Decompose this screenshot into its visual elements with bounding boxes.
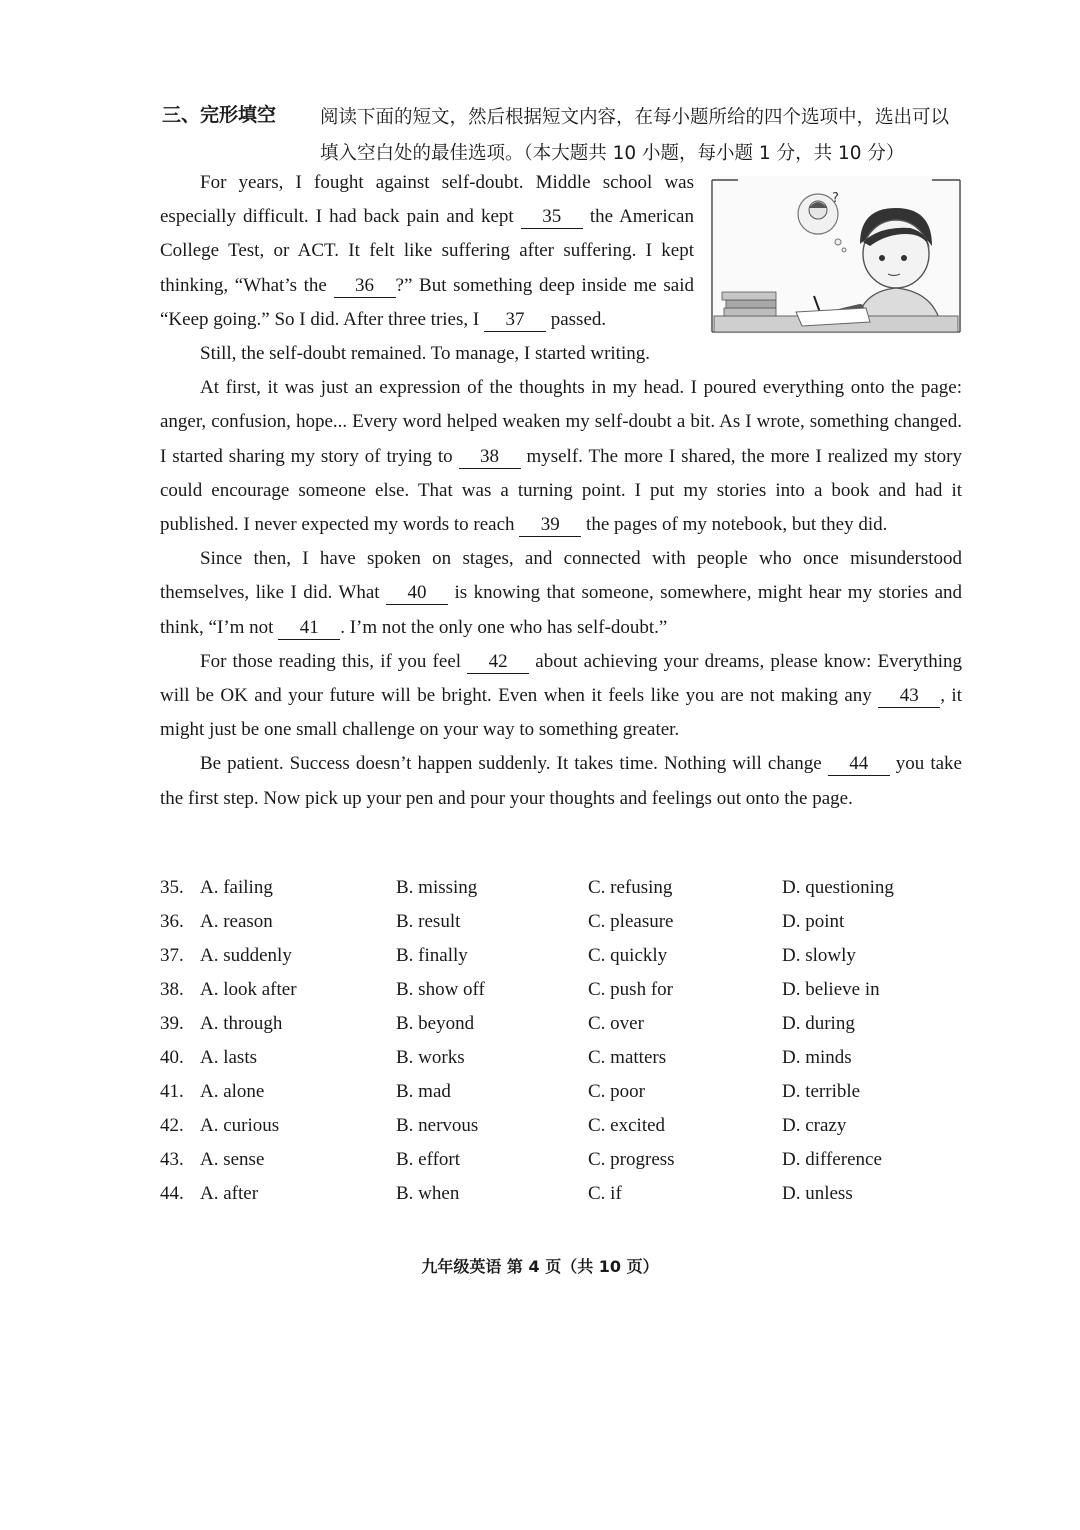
option-c: C. excited [588, 1115, 666, 1136]
passage-text: For years, I fought against self-doubt. Middle school was especially difficult. I had back pain and kept [160, 172, 694, 228]
option-d: D. minds [782, 1047, 852, 1068]
blank-41: 41 [278, 617, 340, 640]
option-c: C. if [588, 1183, 622, 1204]
option-a: A. suddenly [200, 945, 292, 966]
question-number: 44. [160, 1183, 184, 1204]
passage-text: you take the first step. Now pick up your pen and pour your thoughts and feelings out onto the page. [160, 753, 962, 809]
question-row [160, 1149, 960, 1183]
question-row [160, 1183, 960, 1217]
blank-42: 42 [467, 651, 529, 674]
question-number: 36. [160, 911, 184, 932]
option-a: A. through [200, 1013, 283, 1034]
option-c: C. push for [588, 979, 673, 1000]
passage-text: about achieving your dreams, please know: Everything will be OK and your future will be bright. Even when it feels like you are not making any [160, 650, 962, 707]
question-number: 35. [160, 877, 184, 898]
question-number: 40. [160, 1047, 184, 1068]
passage-text: . I’m not the only one who has self-doubt.” [340, 616, 668, 638]
paragraph-4 [160, 542, 962, 645]
option-d: D. terrible [782, 1081, 861, 1102]
option-d: D. during [782, 1013, 855, 1034]
option-b: B. beyond [396, 1013, 475, 1034]
question-number: 38. [160, 979, 184, 1000]
passage-text: Be patient. Success doesn’t happen suddenly. It takes time. Nothing will change [200, 753, 828, 775]
paragraph-6 [160, 747, 962, 815]
paragraph-3 [160, 371, 962, 542]
option-c: C. poor [588, 1081, 645, 1102]
passage-text: ?” But something deep inside me said “Keep going.” So I did. After three tries, I [160, 274, 694, 330]
option-b: B. when [396, 1183, 460, 1204]
option-a: A. lasts [200, 1047, 257, 1068]
passage-text: is knowing that someone, somewhere, might hear my stories and think, “I’m not [160, 582, 962, 638]
option-d: D. questioning [782, 877, 894, 898]
option-b: B. nervous [396, 1115, 479, 1136]
option-a: A. curious [200, 1115, 280, 1136]
blank-44: 44 [828, 753, 890, 776]
option-d: D. difference [782, 1149, 882, 1170]
passage-text: the pages of my notebook, but they did. [581, 514, 888, 536]
blank-37: 37 [484, 309, 546, 332]
option-b: B. works [396, 1047, 465, 1068]
blank-35: 35 [521, 206, 583, 229]
blank-40: 40 [386, 582, 448, 605]
cloze-passage [160, 166, 962, 816]
passage-text: At first, it was just an expression of the thoughts in my head. I poured everything onto the page: anger, confusion, hope... Every word helped weaken my self-doubt a bit. As I wrote, something changed. I started sharing my story of trying to [160, 377, 962, 467]
blank-36: 36 [334, 275, 396, 298]
passage-text: Since then, I have spoken on stages, and connected with people who once misunderstood themselves, like I did. What [160, 548, 962, 604]
option-d: D. believe in [782, 979, 880, 1000]
blank-43: 43 [878, 685, 940, 708]
option-c: C. refusing [588, 877, 673, 898]
question-row [160, 1115, 960, 1149]
options-list [160, 877, 960, 1217]
option-d: D. crazy [782, 1115, 847, 1136]
option-d: D. slowly [782, 945, 856, 966]
passage-text: the American College Test, or ACT. It felt like suffering after suffering. I kept thinking, “What’s the [160, 206, 694, 296]
question-row [160, 877, 960, 911]
option-c: C. matters [588, 1047, 667, 1068]
option-a: A. reason [200, 911, 273, 932]
question-number: 37. [160, 945, 184, 966]
blank-39: 39 [519, 514, 581, 537]
boy-writing-illustration [710, 176, 962, 334]
option-b: B. result [396, 911, 461, 932]
option-a: A. sense [200, 1149, 265, 1170]
option-a: A. alone [200, 1081, 265, 1102]
question-number: 39. [160, 1013, 184, 1034]
blank-38: 38 [459, 446, 521, 469]
option-d: D. unless [782, 1183, 853, 1204]
question-row [160, 1047, 960, 1081]
question-row [160, 911, 960, 945]
paragraph-5 [160, 645, 962, 748]
option-b: B. mad [396, 1081, 451, 1102]
option-c: C. over [588, 1013, 644, 1034]
passage-text: For those reading this, if you feel [200, 650, 468, 672]
question-number: 41. [160, 1081, 184, 1102]
question-row [160, 1013, 960, 1047]
option-a: A. failing [200, 877, 273, 898]
passage-text: , it might just be one small challenge on your way to something greater. [160, 685, 962, 741]
question-row [160, 979, 960, 1013]
section-instruction: 阅读下面的短文，然后根据短文内容，在每小题所给的四个选项中，选出可以填入空白处的最佳选项。（本大题共 10 小题，每小题 1 分，共 10 分） [320, 107, 950, 164]
passage-text: myself. The more I shared, the more I realized my story could encourage someone else. That was a turning point. I put my stories into a book and had it published. I never expected my words to reach [160, 445, 962, 536]
option-a: A. look after [200, 979, 297, 1000]
option-a: A. after [200, 1183, 259, 1204]
question-number: 43. [160, 1149, 184, 1170]
option-b: B. effort [396, 1149, 461, 1170]
option-d: D. point [782, 911, 845, 932]
page-footer: 九年级英语 第 4 页（共 10 页） [421, 1257, 659, 1276]
option-b: B. finally [396, 945, 468, 966]
svg-text:?: ? [832, 191, 839, 206]
question-row [160, 945, 960, 979]
paragraph-2: Still, the self-doubt remained. To manage, I started writing. [200, 343, 650, 365]
option-b: B. missing [396, 877, 478, 898]
option-c: C. progress [588, 1149, 675, 1170]
question-number: 42. [160, 1115, 184, 1136]
option-c: C. quickly [588, 945, 668, 966]
section-title: 三、完形填空 [162, 104, 277, 126]
question-row [160, 1081, 960, 1115]
option-c: C. pleasure [588, 911, 674, 932]
passage-text: passed. [545, 308, 607, 330]
boy-writing-at-desk-icon [710, 176, 962, 334]
option-b: B. show off [396, 979, 485, 1000]
